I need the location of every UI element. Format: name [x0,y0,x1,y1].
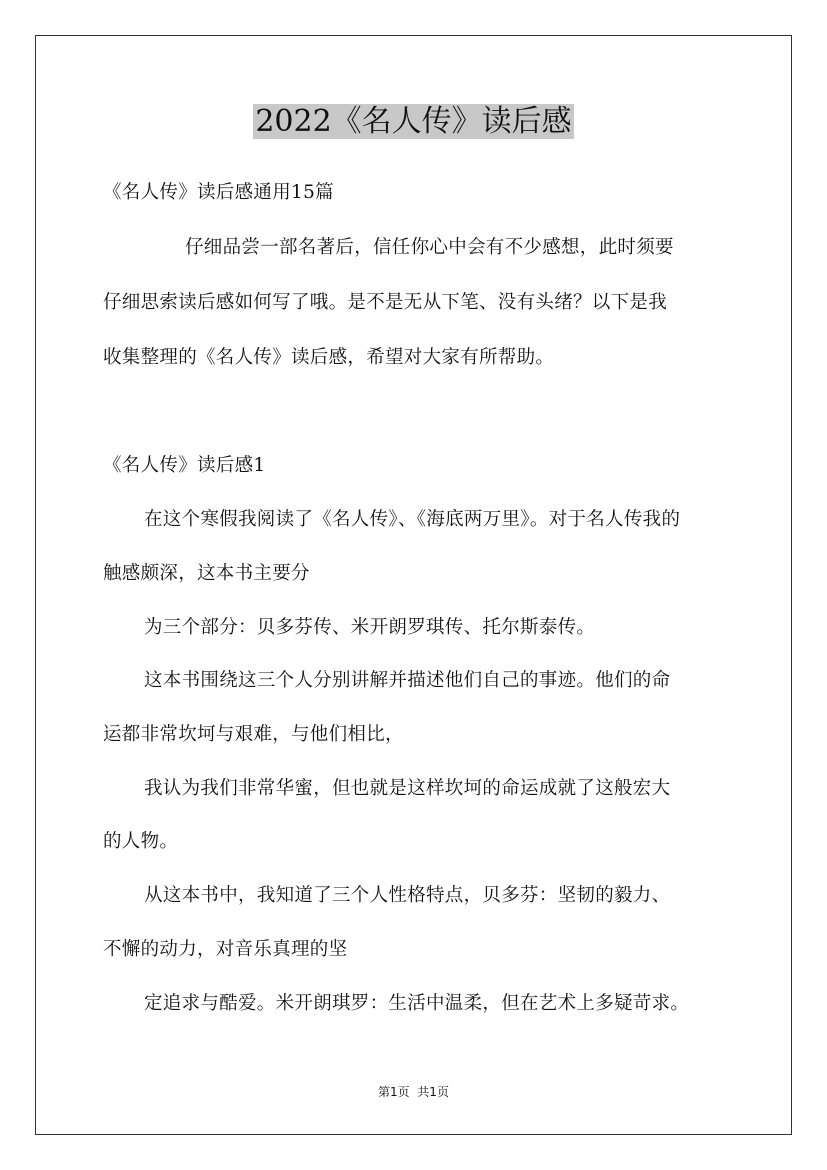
body-line-8: 从这本书中，我知道了三个人性格特点，贝多芬：坚韧的毅力、 [144,885,671,906]
body-line-3: 为三个部分：贝多芬传、米开朗罗琪传、托尔斯泰传。 [144,617,596,638]
intro-line-3: 收集整理的《名人传》读后感，希望对大家有所帮助。 [103,347,555,368]
body-line-9: 不懈的动力，对音乐真理的坚 [103,939,348,960]
body-line-1: 在这个寒假我阅读了《名人传》、《海底两万里》。对于名人传我的 [144,509,681,530]
body-line-6: 我认为我们非常华蜜，但也就是这样坎坷的命运成就了这般宏大 [144,778,671,799]
document-title-text: 2022《名人传》读后感 [255,104,572,139]
page-footer [0,1084,827,1100]
document-subtitle: 《名人传》读后感通用15篇 [103,182,334,203]
body-line-4: 这本书围绕这三个人分别讲解并描述他们自己的事迹。他们的命 [144,670,671,691]
body-line-5: 运都非常坎坷与艰难，与他们相比， [103,724,404,745]
body-line-2: 触感颇深，这本书主要分 [103,563,310,584]
section-heading: 《名人传》读后感1 [103,455,266,476]
body-line-7: 的人物。 [103,831,179,852]
intro-line-1: 仔细品尝一部名著后，信任你心中会有不少感想，此时须要 [185,237,674,258]
intro-line-2: 仔细思索读后感如何写了哦。是不是无从下笔、没有头绪？以下是我 [103,292,668,313]
body-line-10: 定追求与酷爱。米开朗琪罗：生活中温柔，但在艺术上多疑苛求。 [144,993,690,1014]
page-number-label: 第1页 共1页 [378,1085,449,1099]
document-title [0,98,827,146]
